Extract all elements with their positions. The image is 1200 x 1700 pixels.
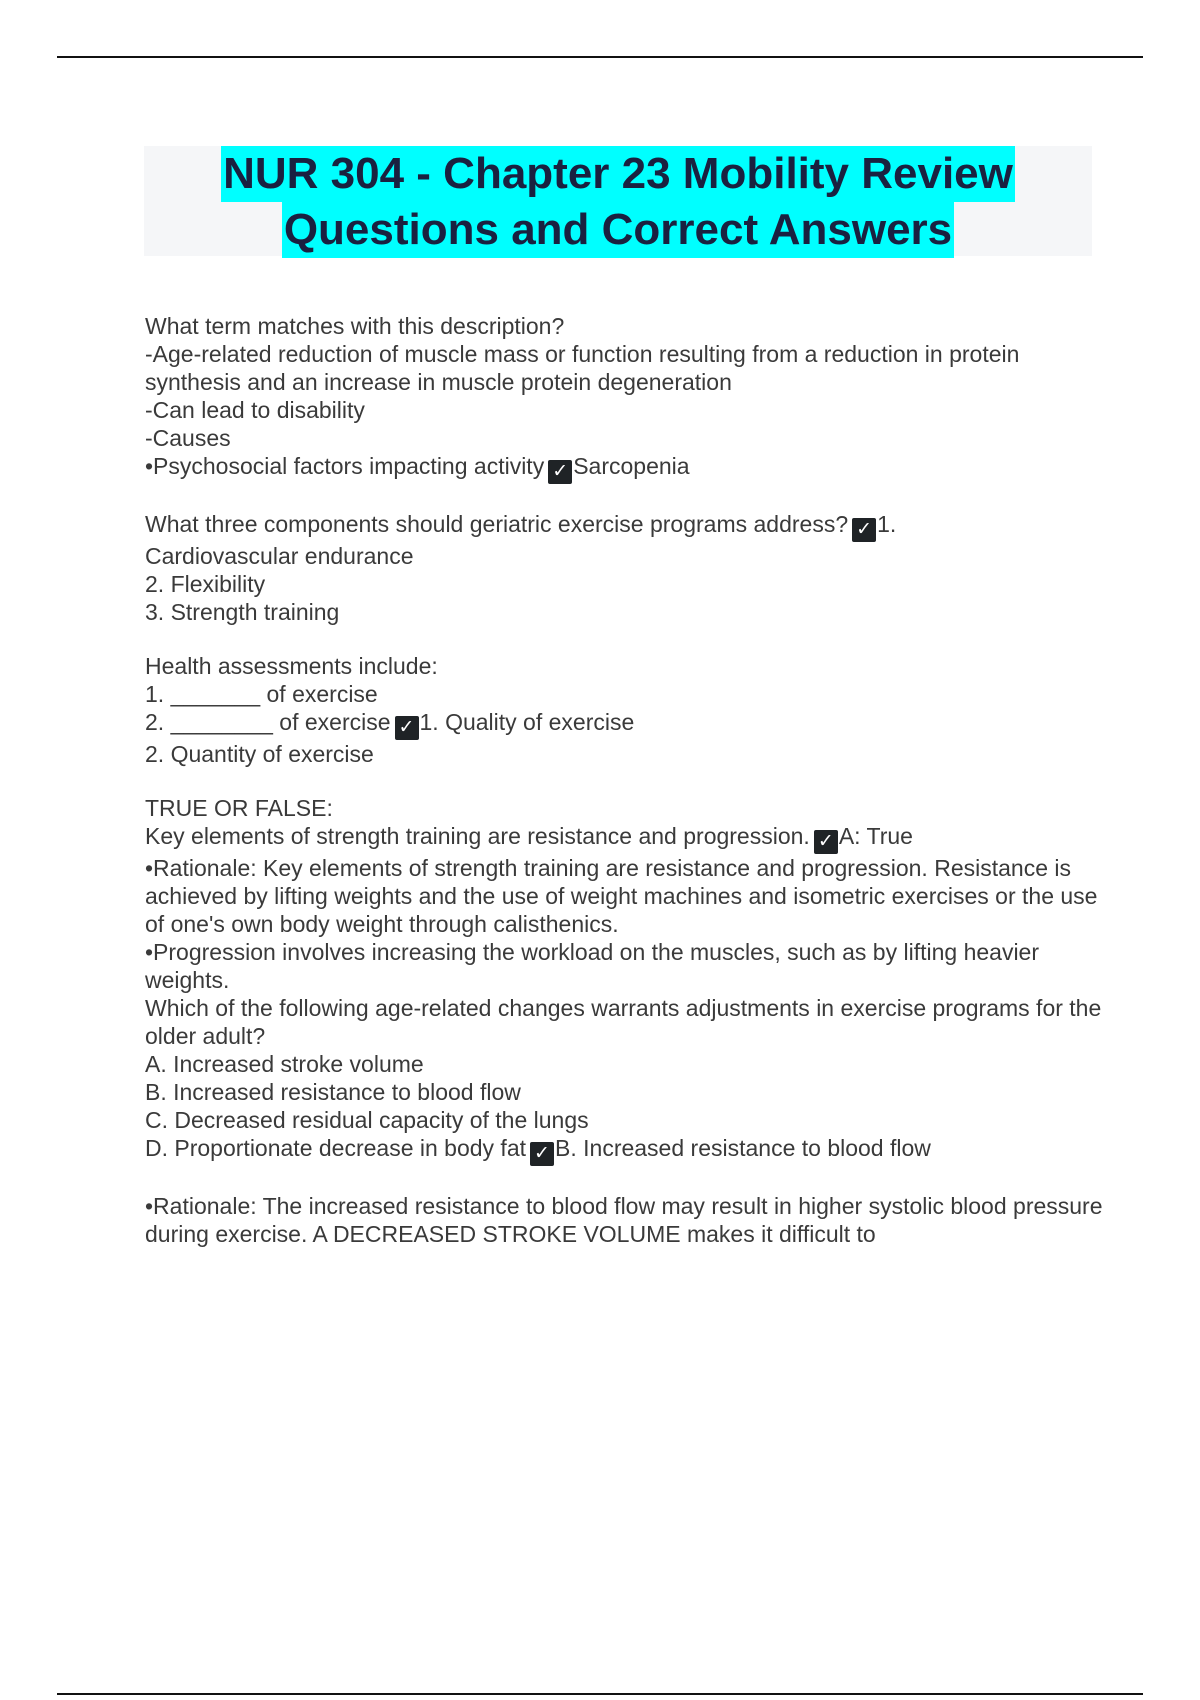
q2-body [145, 510, 1105, 626]
top-divider [57, 56, 1143, 58]
q3-prompt: Health assessments include: [145, 653, 438, 679]
q5-answer: B. Increased resistance to blood flow [555, 1135, 931, 1161]
check-box-icon: ✓ [814, 830, 838, 854]
check-box-icon: ✓ [530, 1142, 554, 1166]
q2-answer-1: 1. Cardiovascular endurance [145, 511, 897, 569]
q5-option-d-line [145, 1134, 1105, 1166]
q2-line [145, 510, 905, 570]
title-line-2: Questions and Correct Answers [282, 202, 954, 258]
title-line-1: NUR 304 - Chapter 23 Mobility Review [221, 146, 1015, 202]
q4-rationale-2: •Progression involves increasing the workload on the muscles, such as by lifting heavier weights. [145, 939, 1040, 993]
q4-statement: Key elements of strength training are resistance and progression. [145, 823, 810, 849]
q4-answer: A: True [838, 823, 913, 849]
check-box-icon: ✓ [852, 518, 876, 542]
q1-desc-1: -Age-related reduction of muscle mass or function resulting from a reduction in protein synthesis and an increase in muscle protein degeneration [145, 341, 1020, 395]
bottom-divider [57, 1693, 1143, 1695]
q4-heading: TRUE OR FALSE: [145, 795, 333, 821]
q1-body [145, 340, 1105, 484]
q3-item-1: 1. _______ of exercise [145, 681, 378, 707]
q5-option-d: D. Proportionate decrease in body fat [145, 1135, 527, 1161]
check-box-icon: ✓ [548, 460, 572, 484]
q5-prompt: Which of the following age-related changes warrants adjustments in exercise programs for the older adult? [145, 995, 1102, 1049]
q2-answer-3: 3. Strength training [145, 599, 340, 625]
check-box-icon: ✓ [395, 716, 419, 740]
q1-desc-2: -Can lead to disability [145, 397, 365, 423]
q1-answer: Sarcopenia [573, 453, 690, 479]
q1-desc-4: •Psychosocial factors impacting activity [145, 453, 545, 479]
q5-option-c: C. Decreased residual capacity of the lungs [145, 1107, 589, 1133]
q3-item-2: 2. ________ of exercise [145, 709, 391, 735]
question-list [145, 312, 1105, 1248]
q3-answer-2: 2. Quantity of exercise [145, 741, 374, 767]
q1-desc-4-line [145, 452, 1105, 484]
q3-body [145, 680, 1105, 768]
q5-options [145, 1050, 1105, 1166]
q1-prompt: What term matches with this description? [145, 313, 565, 339]
q2-prompt: What three components should geriatric exercise programs address? [145, 511, 849, 537]
q3-answer-1: 1. Quality of exercise [419, 709, 635, 735]
q2-answer-2: 2. Flexibility [145, 571, 266, 597]
q5-rationale: •Rationale: The increased resistance to blood flow may result in higher systolic blood pressure during exercise. A DECREASED STROKE VOLUME makes it difficult to [145, 1193, 1103, 1247]
q3-item-2-line [145, 708, 1105, 740]
q4-line [145, 822, 1105, 854]
q1-desc-3: -Causes [145, 425, 231, 451]
q4-rationale-1: •Rationale: Key elements of strength training are resistance and progression. Resistance is achieved by lifting weights and the use of weight machines and isometric exercises or the use of one's own body weight through calisthenics. [145, 855, 1098, 937]
q5-option-b: B. Increased resistance to blood flow [145, 1079, 521, 1105]
page-title [144, 146, 1092, 256]
q5-option-a: A. Increased stroke volume [145, 1051, 424, 1077]
